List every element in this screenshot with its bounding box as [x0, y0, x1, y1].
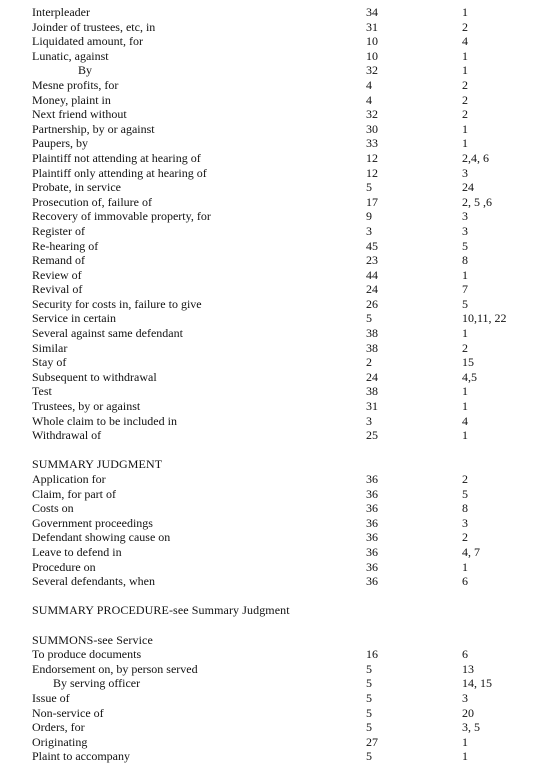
entry-rule-number: 3 [462, 515, 468, 530]
entry-order-number: 5 [366, 749, 372, 764]
entry-label: Paupers, by [32, 136, 88, 151]
entry-order-number: 17 [366, 194, 378, 209]
index-entry-row [0, 414, 540, 429]
entry-rule-number: 6 [462, 647, 468, 662]
entry-rule-number: 1 [462, 399, 468, 414]
entry-order-number: 9 [366, 209, 372, 224]
entry-label: Lunatic, against [32, 48, 109, 63]
index-entry-row [0, 122, 540, 137]
entry-label: Orders, for [32, 720, 85, 735]
entry-order-number: 38 [366, 384, 378, 399]
index-entry-row [0, 180, 540, 195]
entry-rule-number: 2 [462, 77, 468, 92]
index-entry-row [0, 487, 540, 502]
entry-rule-number: 1 [462, 5, 468, 19]
entry-label: Several defendants, when [32, 574, 155, 589]
entry-rule-number: 14, 15 [462, 676, 492, 691]
entry-order-number: 5 [366, 690, 372, 705]
index-entry-row [0, 691, 540, 706]
entry-rule-number: 10,11, 22 [462, 311, 507, 326]
entry-rule-number: 1 [462, 63, 468, 78]
index-entry-row [0, 253, 540, 268]
entry-rule-number: 1 [462, 326, 468, 341]
entry-order-number: 30 [366, 121, 378, 136]
entry-order-number: 34 [366, 5, 378, 19]
entry-label: To produce documents [32, 647, 142, 662]
entry-rule-number: 1 [462, 121, 468, 136]
entry-order-number: 3 [366, 413, 372, 428]
entry-order-number: 24 [366, 369, 378, 384]
entry-label: Joinder of trustees, etc, in [32, 19, 156, 34]
section-heading [0, 457, 540, 472]
entry-order-number: 5 [366, 676, 372, 691]
entry-rule-number: 15 [462, 355, 474, 370]
index-entry-row [0, 370, 540, 385]
entry-order-number: 36 [366, 472, 378, 486]
index-entry-row [0, 662, 540, 677]
entry-label: Several against same defendant [32, 326, 183, 341]
entry-label: Plaint to accompany [32, 749, 130, 764]
index-entry-row [0, 501, 540, 516]
entry-label: Remand of [32, 253, 85, 268]
entry-label: Probate, in service [32, 180, 121, 195]
entry-label: Money, plaint in [32, 92, 111, 107]
index-entry-row [0, 384, 540, 399]
section-heading-text: SUMMARY JUDGMENT [32, 457, 163, 472]
index-entry-row [0, 355, 540, 370]
entry-label: Partnership, by or against [32, 121, 155, 136]
entry-label: Test [32, 384, 52, 399]
entry-rule-number: 24 [462, 180, 474, 195]
entry-rule-number: 3 [462, 223, 468, 238]
entry-label: Non-service of [32, 705, 104, 720]
index-entry-row [0, 166, 540, 181]
entry-label: Costs on [32, 501, 74, 516]
entry-label: Application for [32, 472, 106, 486]
entry-rule-number: 5 [462, 238, 468, 253]
index-entry-row [0, 224, 540, 239]
entry-order-number: 4 [366, 92, 372, 107]
entry-rule-number: 1 [462, 734, 468, 749]
entry-rule-number: 20 [462, 705, 474, 720]
entry-rule-number: 3, 5 [462, 720, 480, 735]
entry-label: Re-hearing of [32, 238, 99, 253]
entry-rule-number: 2 [462, 92, 468, 107]
entry-order-number: 3 [366, 223, 372, 238]
section-heading [0, 633, 540, 648]
entry-rule-number: 5 [462, 486, 468, 501]
entry-rule-number: 1 [462, 267, 468, 282]
index-entry-row [0, 136, 540, 151]
entry-label: Liquidated amount, for [32, 34, 143, 49]
index-entry-row [0, 472, 540, 487]
entry-rule-number: 1 [462, 136, 468, 151]
entry-label: Procedure on [32, 559, 96, 574]
entry-rule-number: 1 [462, 559, 468, 574]
index-entry-row [0, 107, 540, 122]
index-entry-row [0, 326, 540, 341]
index-entry-row [0, 399, 540, 414]
entry-label: By [78, 63, 93, 78]
entry-order-number: 10 [366, 34, 378, 49]
entry-order-number: 38 [366, 340, 378, 355]
entry-rule-number: 4, 7 [462, 544, 480, 559]
entry-rule-number: 8 [462, 501, 468, 516]
entry-order-number: 5 [366, 720, 372, 735]
entry-label: Register of [32, 223, 85, 238]
index-entry-row [0, 93, 540, 108]
entry-label: Security for costs in, failure to give [32, 296, 202, 311]
entry-label: Revival of [32, 282, 83, 297]
entry-label: Prosecution of, failure of [32, 194, 152, 209]
entry-order-number: 16 [366, 647, 378, 662]
entry-label: Issue of [32, 690, 70, 705]
entry-order-number: 31 [366, 399, 378, 414]
entry-order-number: 27 [366, 734, 378, 749]
index-entry-row [0, 647, 540, 662]
index-entry-row [0, 311, 540, 326]
section-heading [0, 603, 540, 618]
entry-order-number: 12 [366, 165, 378, 180]
entry-rule-number: 13 [462, 661, 474, 676]
entry-label: Claim, for part of [32, 486, 116, 501]
entry-order-number: 23 [366, 253, 378, 268]
entry-order-number: 24 [366, 282, 378, 297]
index-entry-row [0, 5, 540, 20]
index-entry-row [0, 49, 540, 64]
entry-rule-number: 2 [462, 107, 468, 122]
entry-label: Whole claim to be included in [32, 413, 177, 428]
index-entry-row [0, 676, 540, 691]
index-entry-row [0, 545, 540, 560]
entry-rule-number: 2 [462, 530, 468, 545]
entry-order-number: 36 [366, 515, 378, 530]
entry-order-number: 31 [366, 19, 378, 34]
entry-order-number: 36 [366, 530, 378, 545]
entry-order-number: 2 [366, 355, 372, 370]
entry-label: Plaintiff only attending at hearing of [32, 165, 207, 180]
entry-label: Trustees, by or against [32, 399, 141, 414]
entry-order-number: 32 [366, 63, 378, 78]
entry-rule-number: 2 [462, 472, 468, 486]
entry-order-number: 5 [366, 705, 372, 720]
entry-order-number: 4 [366, 77, 372, 92]
entry-rule-number: 4 [462, 413, 468, 428]
index-entry-row [0, 720, 540, 735]
index-entry-row [0, 428, 540, 443]
entry-order-number: 12 [366, 150, 378, 165]
entry-order-number: 10 [366, 48, 378, 63]
entry-order-number: 25 [366, 428, 378, 443]
index-entry-row [0, 34, 540, 49]
entry-rule-number: 3 [462, 690, 468, 705]
entry-label: Interpleader [32, 5, 90, 19]
section-heading-text: SUMMONS-see Service [32, 632, 153, 647]
entry-label: Similar [32, 340, 68, 355]
index-entry-row [0, 20, 540, 35]
entry-rule-number: 6 [462, 574, 468, 589]
index-entry-row [0, 749, 540, 764]
entry-label: Withdrawal of [32, 428, 102, 443]
entry-label: Stay of [32, 355, 67, 370]
index-entry-row [0, 78, 540, 93]
entry-rule-number: 1 [462, 384, 468, 399]
index-entry-row [0, 706, 540, 721]
index-entry-row [0, 209, 540, 224]
entry-rule-number: 3 [462, 165, 468, 180]
entry-rule-number: 1 [462, 48, 468, 63]
entry-rule-number: 2 [462, 19, 468, 34]
entry-order-number: 36 [366, 544, 378, 559]
entry-label: Leave to defend in [32, 544, 122, 559]
entry-rule-number: 1 [462, 428, 468, 443]
entry-order-number: 32 [366, 107, 378, 122]
entry-order-number: 36 [366, 574, 378, 589]
entry-order-number: 5 [366, 180, 372, 195]
entry-order-number: 38 [366, 326, 378, 341]
index-entry-row [0, 268, 540, 283]
entry-label: Originating [32, 734, 88, 749]
entry-label: By serving officer [53, 676, 141, 691]
entry-order-number: 45 [366, 238, 378, 253]
index-entry-row [0, 63, 540, 78]
entry-rule-number: 2,4, 6 [462, 150, 489, 165]
entry-rule-number: 3 [462, 209, 468, 224]
index-entry-row [0, 530, 540, 545]
index-entry-row [0, 574, 540, 589]
index-entry-row [0, 516, 540, 531]
entry-rule-number: 8 [462, 253, 468, 268]
section-gap [0, 443, 540, 458]
entry-label: Mesne profits, for [32, 77, 119, 92]
entry-label: Next friend without [32, 107, 127, 122]
section-gap [0, 618, 540, 633]
entry-rule-number: 7 [462, 282, 468, 297]
entry-order-number: 5 [366, 311, 372, 326]
entry-label: Review of [32, 267, 82, 282]
index-entry-row [0, 297, 540, 312]
index-entry-row [0, 735, 540, 750]
index-entry-row [0, 341, 540, 356]
entry-rule-number: 4 [462, 34, 468, 49]
entry-label: Recovery of immovable property, for [32, 209, 211, 224]
section-gap [0, 589, 540, 604]
entry-label: Service in certain [32, 311, 116, 326]
index-page [0, 5, 540, 764]
entry-rule-number: 1 [462, 749, 468, 764]
entry-label: Government proceedings [32, 515, 153, 530]
entry-rule-number: 5 [462, 296, 468, 311]
index-entry-row [0, 239, 540, 254]
entry-label: Endorsement on, by person served [32, 661, 198, 676]
entry-order-number: 5 [366, 661, 372, 676]
entry-rule-number: 2, 5 ,6 [462, 194, 492, 209]
index-entry-row [0, 560, 540, 575]
entry-order-number: 33 [366, 136, 378, 151]
entry-order-number: 36 [366, 501, 378, 516]
entry-rule-number: 4,5 [462, 369, 477, 384]
entry-order-number: 26 [366, 296, 378, 311]
entry-rule-number: 2 [462, 340, 468, 355]
section-heading-text: SUMMARY PROCEDURE-see Summary Judgment [32, 603, 290, 618]
entry-label: Subsequent to withdrawal [32, 369, 157, 384]
entry-label: Plaintiff not attending at hearing of [32, 150, 201, 165]
index-entry-row [0, 151, 540, 166]
entry-order-number: 36 [366, 559, 378, 574]
index-entry-row [0, 195, 540, 210]
entry-order-number: 36 [366, 486, 378, 501]
index-entry-row [0, 282, 540, 297]
entry-label: Defendant showing cause on [32, 530, 171, 545]
entry-order-number: 44 [366, 267, 378, 282]
